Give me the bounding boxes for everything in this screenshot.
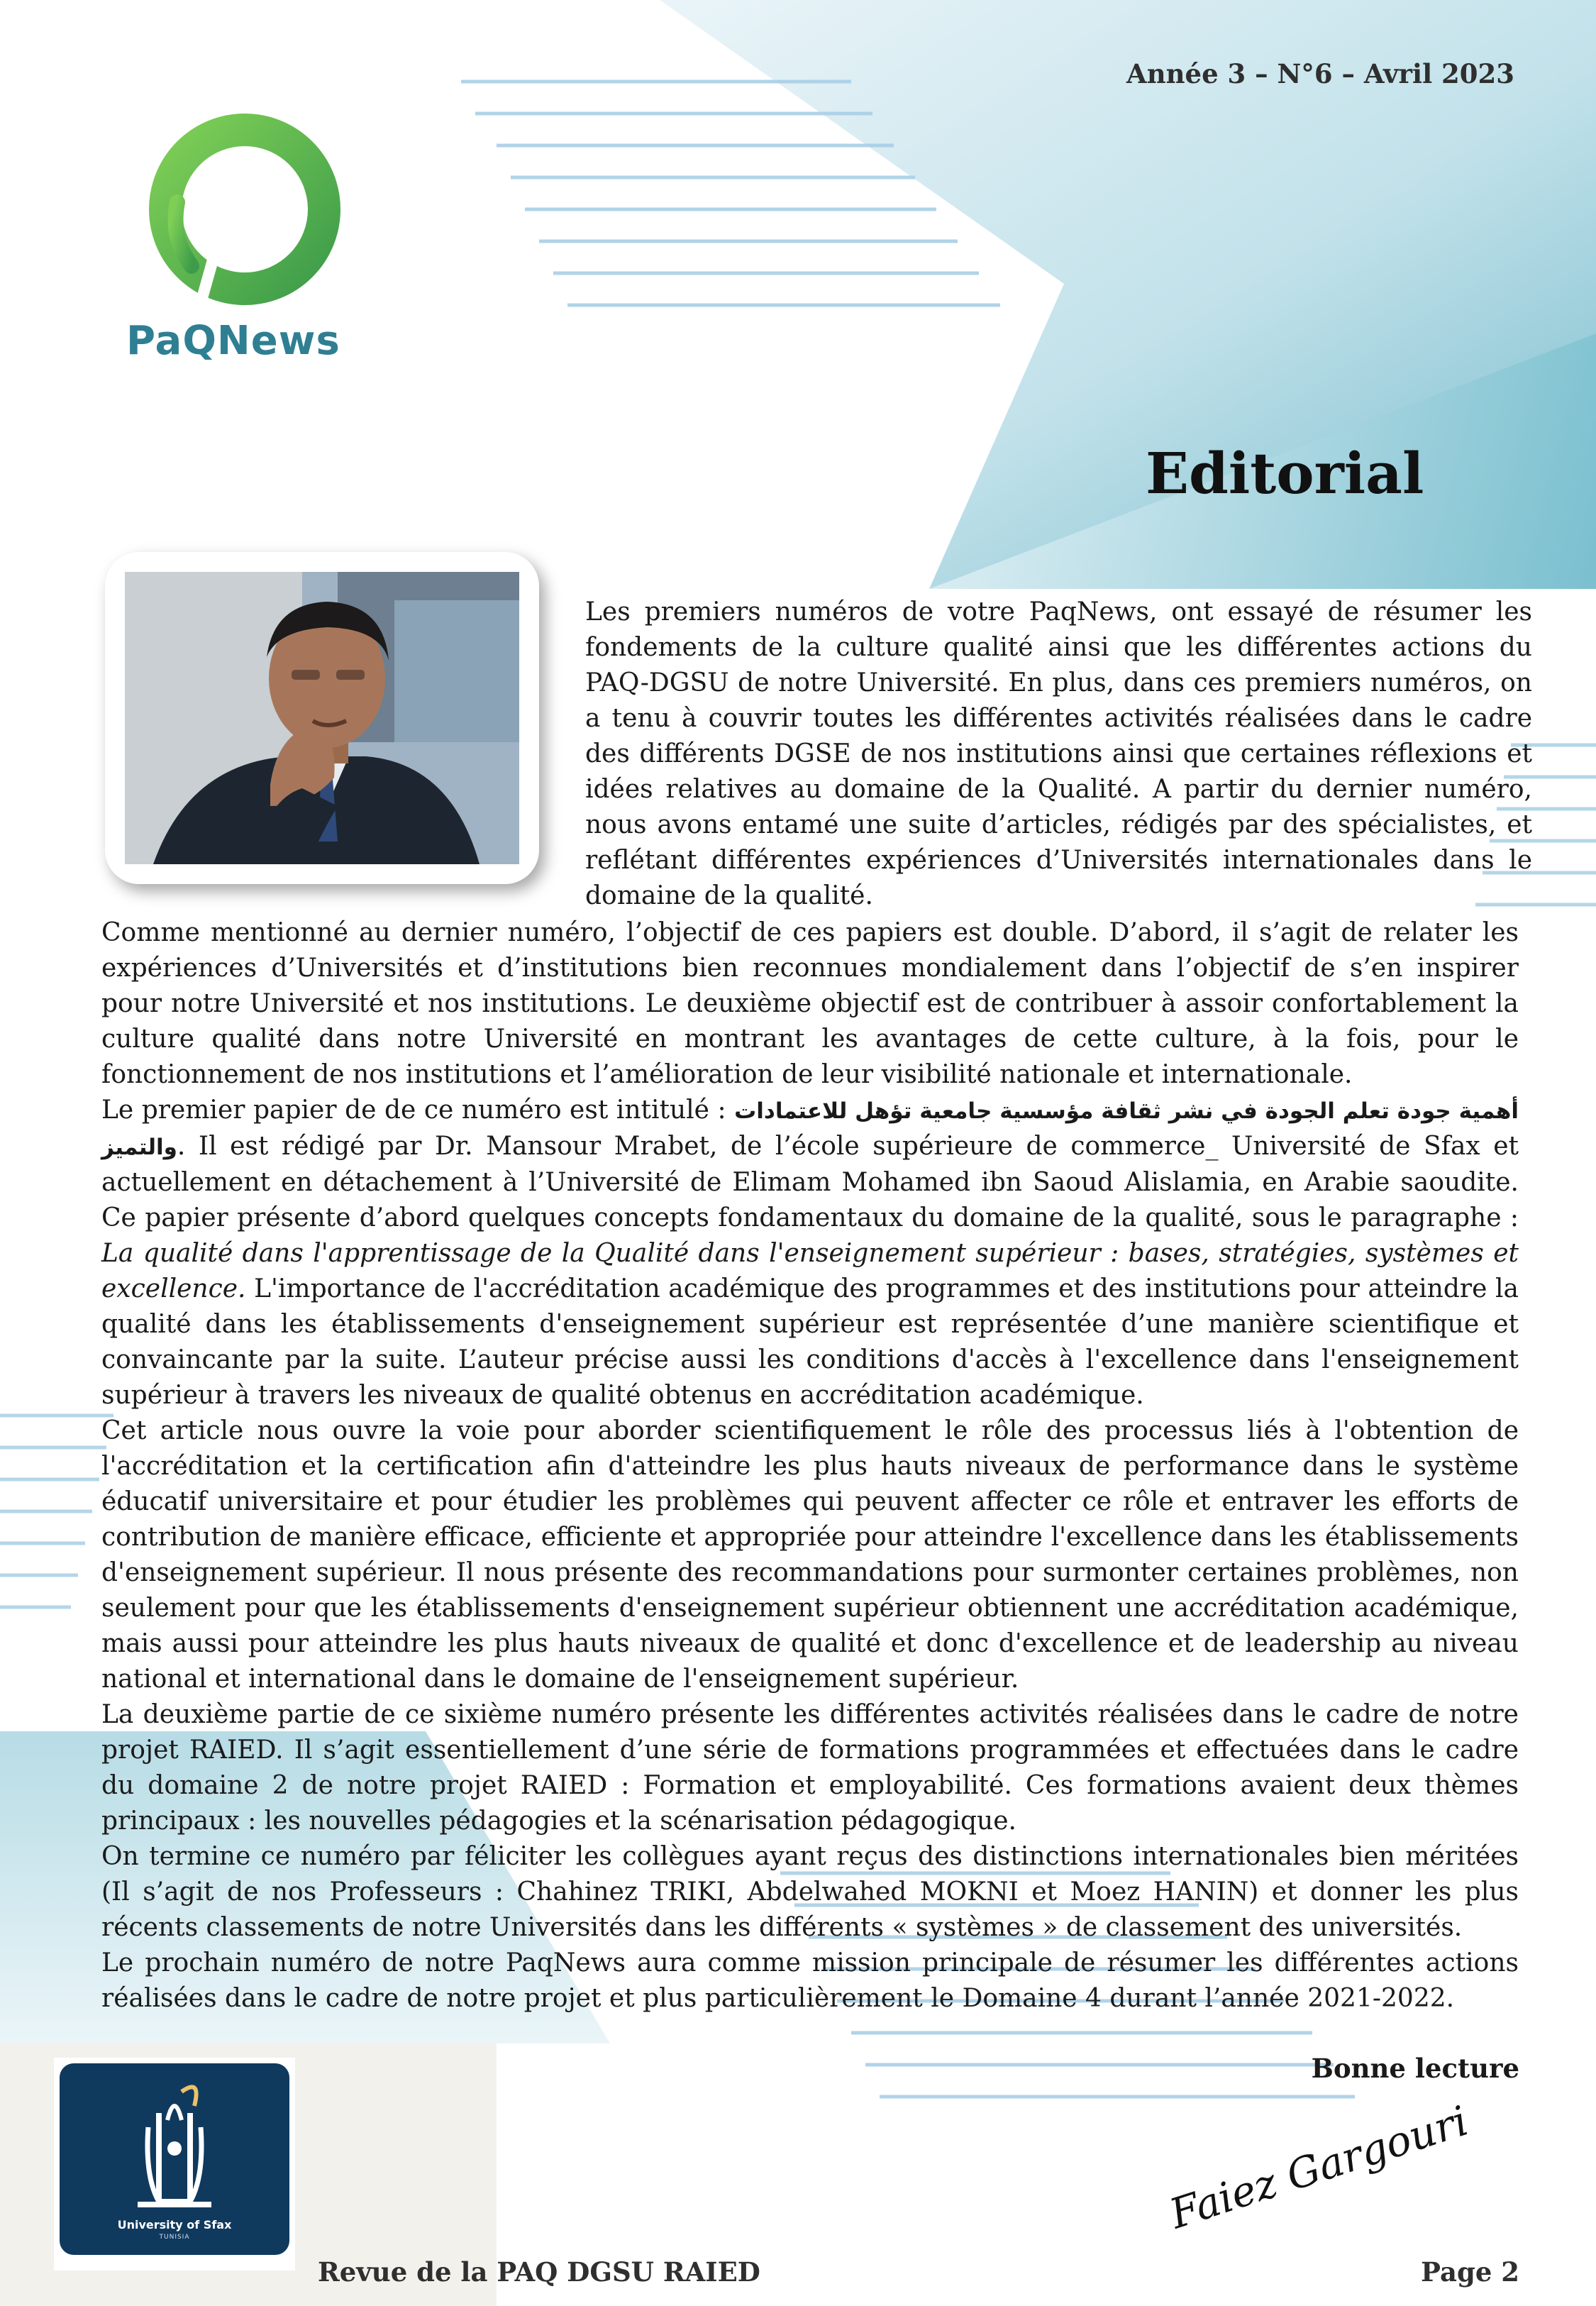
issue-info: Année 3 – N°6 – Avril 2023 — [1126, 58, 1514, 89]
bonne-lecture: Bonne lecture — [1311, 2053, 1519, 2084]
intro-paragraph — [585, 595, 1532, 914]
paragraph-6: Le prochain numéro de notre PaqNews aura comme mission principale de résumer les différentes actions réalisées dans le cadre de notre projet et plus particulièrement le Domaine 4 durant l’année 2021-2022. — [101, 1948, 1519, 2013]
page-title: Editorial — [1146, 440, 1424, 507]
signature — [1149, 2093, 1474, 2239]
author-portrait-illustration — [125, 572, 519, 864]
p2-pre: Le premier papier de de ce numéro est intitulé : — [101, 1096, 735, 1125]
signature-text: Faiez Gargouri — [1163, 2096, 1474, 2239]
p2-italic: La qualité dans l'apprentissage de la Qualité dans l'enseignement supérieur : bases, stratégies, systèmes et excellence. — [101, 1239, 1519, 1303]
paragraph-5: On termine ce numéro par féliciter les collègues ayant reçus des distinctions internationales bien méritées (Il s’agit de nos Professeurs : Chahinez TRIKI, Abdelwahed MOKNI et Moez HANIN) et donner les plus récents classements de notre Universités dans les différents « systèmes » de classement des universités. — [101, 1842, 1519, 1942]
page-number: Page 2 — [1421, 2256, 1519, 2288]
author-photo-frame — [105, 552, 539, 884]
logo-text: PaQNews — [126, 318, 340, 364]
p2-mid: . Il est rédigé par Dr. Mansour Mrabet, de l’école supérieure de commerce_ Université de Sfax et actuellement en détachement à l’Université de Elimam Mohamed ibn Saoud Alislamia, en Arabie saoudite. Ce papier présente d’abord quelques concepts fondamentaux du domaine de la qualité, sous le paragraphe : — [101, 1132, 1519, 1232]
paragraph-1: Comme mentionné au dernier numéro, l’objectif de ces papiers est double. D’abord, il s’agit de relater les expériences d’Universités et d’institutions bien reconnues mondialement dans l’objectif de s’en inspirer pour notre Université et nos institutions. Le deuxième objectif est de contribuer à assoir confortablement la culture qualité dans notre Université en montrant les avantages de cette culture, à la fois, pour le fonctionnement de nos institutions et l’amélioration de leur visibilité nationale et internationale. — [101, 918, 1519, 1089]
paragraph-4: La deuxième partie de ce sixième numéro présente les différentes activités réalisées dans le cadre de notre projet RAIED. Il s’agit essentiellement d’une série de formations programmées et effectuées dans le cadre du domaine 2 de notre projet RAIED : Formation et employabilité. Ces formations avaient deux thèmes principaux : les nouvelles pédagogies et la scénarisation pédagogique. — [101, 1700, 1519, 1836]
author-photo — [125, 572, 519, 864]
paragraph-2 — [101, 1093, 1519, 1413]
signature-graphic — [1149, 2093, 1474, 2239]
p2-post: L'importance de l'accréditation académique des programmes et des institutions pour atteindre la qualité dans les établissements d'enseignement supérieur est représentée d’une manière scientifique et convaincante par la suite. L’auteur précise aussi les conditions d'accès à l'excellence dans l'enseignement supérieur à travers les niveaux de qualité obtenus en accréditation académique. — [101, 1274, 1519, 1410]
university-emblem-icon — [60, 2063, 289, 2219]
arabic-title: أهمية جودة تعلم الجودة في نشر ثقافة مؤسسية جامعية تؤهل للاعتمادات والتميز — [101, 1098, 1519, 1160]
university-country: TUNISIA — [159, 2234, 190, 2241]
university-logo-card — [60, 2063, 289, 2255]
paqnews-logo-icon — [128, 117, 362, 330]
university-logo — [54, 2058, 295, 2271]
footer-revue: Revue de la PAQ DGSU RAIED — [318, 2256, 760, 2288]
intro-text: Les premiers numéros de votre PaqNews, ont essayé de résumer les fondements de la culture qualité ainsi que les différentes actions du PAQ-DGSU de notre Université. En plus, dans ces premiers numéros, on a tenu à couvrir toutes les différentes activités réalisées dans le cadre des différents DGSE de nos institutions ainsi que certaines réflexions et idées relatives au domaine de la Qualité. A partir du dernier numéro, nous avons entamé une suite d’articles, rédigés par des spécialistes, et reflétant différentes expériences d’Universités internationales dans le domaine de la qualité. — [585, 597, 1532, 910]
editorial-body — [101, 915, 1519, 2017]
university-name: University of Sfax — [117, 2218, 232, 2231]
paragraph-3: Cet article nous ouvre la voie pour aborder scientifiquement le rôle des processus liés à l'obtention de l'accréditation et la certification afin d'atteindre les plus hauts niveaux de performance dans le système éducatif universitaire et pour étudier les problèmes qui peuvent affecter ce rôle et entraver les efforts de contribution de manière efficace, efficiente et appropriée pour atteindre l'excellence dans les établissements d'enseignement supérieur. Il nous présente des recommandations pour surmonter certaines problèmes, non seulement pour que les établissements d'enseignement supérieur obtiennent une accréditation académique, mais aussi pour atteindre les plus hauts niveaux de qualité et donc d'excellence et de leadership au niveau national et international dans le domaine de l'enseignement supérieur. — [101, 1416, 1519, 1694]
